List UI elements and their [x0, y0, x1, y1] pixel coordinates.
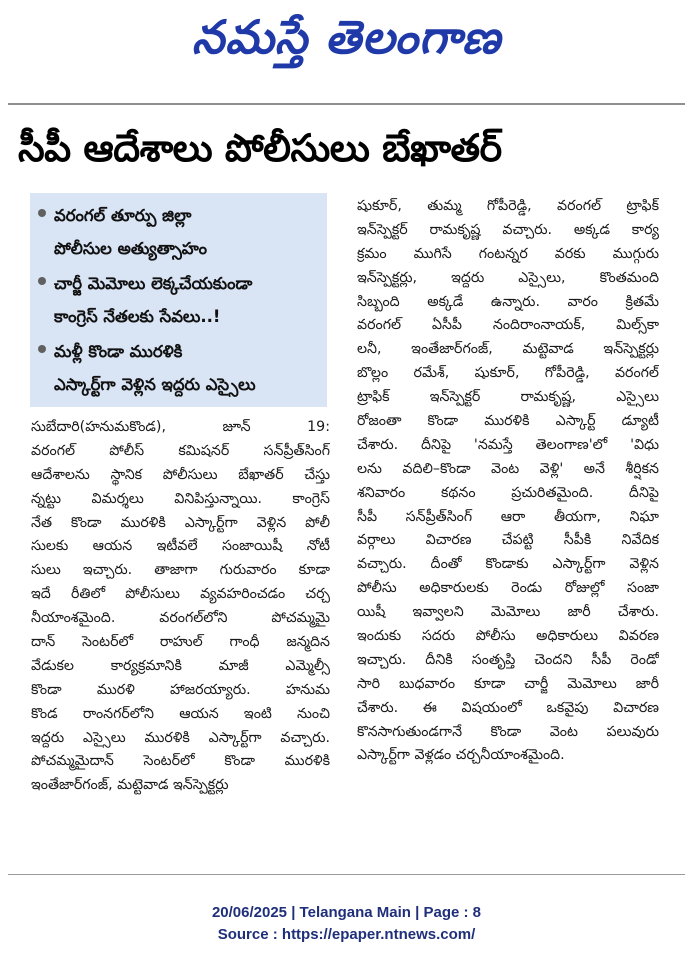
article-text-line: వేడుకల కార్యక్రమానికి మాజీ ఎమ్మెల్సీ [31, 657, 330, 674]
article-text-line: ట్రాఫిక్ ఇన్‌స్పెక్టర్ రామకృష్ణ, ఎస్సైలు [357, 389, 659, 406]
article-text-line: ఎస్కార్ట్‌గా వెళ్లడం చర్చనీయాంశమైంది. [357, 747, 565, 764]
footer-source: Source : https://epaper.ntnews.com/ [217, 926, 476, 943]
article-text-line: పోలీసు అధికారులకు రెండు రోజుల్లో సంజా [357, 580, 659, 597]
article-text-line: న్నట్టు విమర్శలు వినిపిస్తున్నాయి. కాంగ్రెస్ [31, 490, 330, 507]
article-text-line: చేశారు. ఈ విషయంలో ఒకవైపు విచారణ [357, 699, 659, 716]
article-text-line: క్రమం ముగిసే గంటన్నర వరకు ముగ్గురు [357, 245, 659, 262]
article-text-line: కొనసాగుతుండగానే కొండా వెంట పలువురు [357, 723, 659, 740]
article-text-line: ఇద్దరు ఎస్సైలు మురళికి ఎస్కార్ట్‌గా వచ్చారు. [31, 729, 330, 746]
footer-edition-info: 20/06/2025 | Telangana Main | Page : 8 [211, 904, 482, 921]
article-text-line: శనివారం కథనం ప్రచురితమైంది. దీనిపై [357, 484, 659, 501]
highlight-line: మళ్లీ కొండా మురళికి [54, 342, 183, 361]
top-divider [8, 103, 685, 105]
article-text-line: ఆదేశాలను స్థానిక పోలీసులు బేఖాతర్ చేస్తు [31, 466, 330, 483]
article-text-line: రోజంతా కొండా మురళికి ఎస్కార్ట్ డ్యూటీ [357, 413, 659, 430]
article-text-line: పోచమ్మమైదాన్ సెంటర్‌లో కొండా మురళికి [31, 753, 330, 770]
article-text-line: నేత కొండా మురళికి ఎస్కార్ట్‌గా వెళ్లిన పోలీ [31, 514, 330, 531]
highlight-line: వరంగల్ తూర్పు జిల్లా [54, 206, 192, 225]
article-text-line: నీయాంశమైంది. వరంగల్‌లోని పోచమ్మమై [31, 610, 330, 627]
article-text-line: బొల్లం రమేశ్, షుకూర్, గోపీరెడ్డి, వరంగల్ [357, 365, 659, 382]
highlight-line: పోలీసుల అత్యుత్సాహం [54, 239, 208, 258]
bullet-icon [38, 209, 46, 217]
article-text-line: సీపీ సన్‌ప్రీత్‌సింగ్ ఆరా తీయగా, నిఘా [357, 508, 659, 525]
highlight-line: చార్జీ మెమోలు లెక్కచేయకుండా [54, 274, 253, 293]
article-text-line: ఇందుకు సదరు పోలీసు అధికారులు వివరణ [357, 628, 659, 645]
highlight-line: ఎస్కార్ట్‌గా వెళ్లిన ఇద్దరు ఎస్సైలు [54, 375, 256, 394]
article-text-line: కొండ రాంనగర్‌లోని ఆయన ఇంటి నుంచి [31, 705, 330, 722]
article-text-line: చేశారు. దీనిపై 'నమస్తే తెలంగాణ'లో 'విధు [357, 436, 659, 453]
article-text-line: కొండా మురళి హాజరయ్యారు. హనుమ [31, 681, 330, 698]
article-text-line: ఇన్‌స్పెక్టర్ రామకృష్ణ వచ్చారు. అక్కడ కార్య [357, 221, 659, 238]
article-text-line: సులకు ఆయన ఇటీవలే సంజాయిషీ నోటీ [31, 538, 330, 555]
article-text-line: ఇంతేజార్‌గంజ్, మట్టెవాడ ఇన్‌స్పెక్టర్లు [31, 777, 229, 794]
article-right-column [357, 195, 659, 768]
article-text-line: ఇదే రీతిలో పోలీసులు వ్యవహరించడం చర్చ [31, 586, 330, 603]
article-text-line: సారి బుధవారం కూడా చార్జీ మెమోలు జారీ [357, 675, 659, 692]
article-headline: సీపీ ఆదేశాలు పోలీసులు బేఖాతర్ [18, 126, 502, 170]
article-text-line: వచ్చారు. దీంతో కొండాకు ఎస్కార్ట్‌గా వెళ్లిన [357, 556, 659, 573]
article-text-line: లనీ, ఇంతేజార్‌గంజ్, మట్టెవాడ ఇన్‌స్పెక్టర్లు [357, 341, 659, 358]
article-text-line: వరంగల్ పోలీస్ కమిషనర్ సన్‌ప్రీత్‌సింగ్ [31, 442, 330, 459]
masthead-logo: నమస్తే తెలంగాణ [191, 10, 502, 64]
bottom-divider [8, 874, 685, 875]
article-text-line: సిబ్బంది అక్కడే ఉన్నారు. వారం క్రితమే [357, 293, 659, 310]
article-text-line: సులు ఇచ్చారు. తాజాగా గురువారం కూడా [31, 562, 330, 579]
highlight-item [38, 267, 323, 333]
article-text-line: ఇచ్చారు. దీనికి సంతృప్తి చెందని సీపీ రెండో [357, 651, 659, 668]
article-text-line: షుకూర్, తుమ్మ గోపీరెడ్డి, వరంగల్ ట్రాఫిక్ [357, 198, 659, 214]
article-left-column [31, 416, 330, 798]
article-text-line: సుబేదారి(హనుమకొండ), జూన్ 19: [31, 419, 330, 435]
highlight-item [38, 335, 323, 401]
bullet-icon [38, 277, 46, 285]
article-text-line: వర్గాలు విచారణ చేపట్టి సీపీకి నివేదిక [357, 532, 659, 549]
article-text-line: వరంగల్ ఏసీపీ నందిరాంనాయక్, మిల్స్‌కా [357, 317, 659, 334]
article-text-line: దాన్ సెంటర్‌లో రాహుల్ గాంధీ జన్మదిన [31, 634, 330, 651]
bullet-icon [38, 345, 46, 353]
highlights-box [30, 193, 327, 407]
article-text-line: లను వదిలి–కొండా వెంట వెళ్లి' అనే శీర్షికన [357, 460, 659, 477]
highlight-line: కాంగ్రెస్ నేతలకు సేవలు..! [54, 307, 221, 326]
masthead [0, 0, 693, 86]
article-text-line: ఇన్‌స్పెక్టర్లు, ఇద్దరు ఎస్సైలు, కొంతమంది [357, 269, 659, 286]
highlight-item [38, 199, 323, 265]
article-text-line: యిషీ ఇవ్వాలని మెమోలు జారీ చేశారు. [357, 604, 659, 621]
